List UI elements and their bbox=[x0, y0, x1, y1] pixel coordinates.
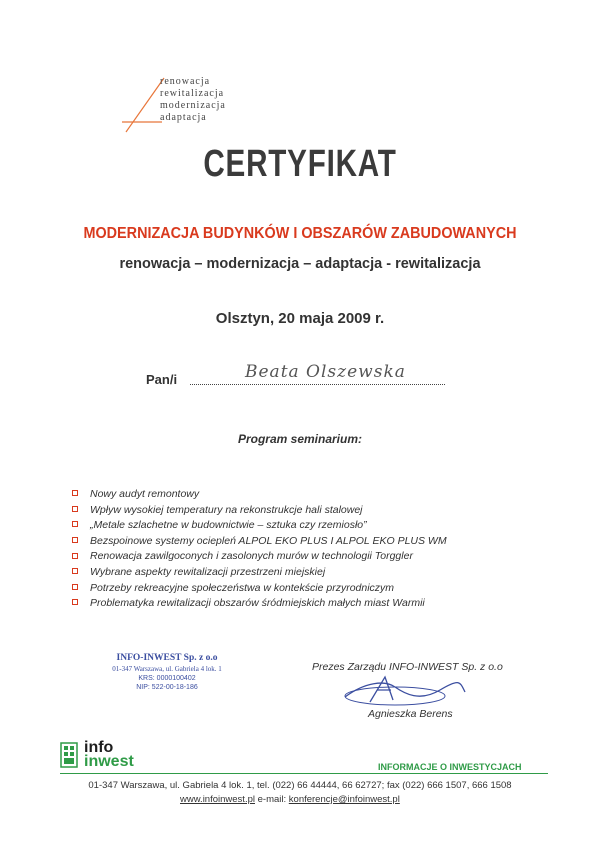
bullet-box-icon bbox=[72, 537, 78, 543]
place-date: Olsztyn, 20 maja 2009 r. bbox=[215, 310, 385, 327]
website-link[interactable]: www.infoinwest.pl bbox=[180, 794, 255, 805]
bullet-box-icon bbox=[72, 553, 78, 559]
logo-text-modernizacja: modernizacja bbox=[160, 100, 226, 111]
brand-tagline: INFORMACJE O INWESTYCJACH bbox=[378, 762, 522, 772]
list-item: Wpływ wysokiej temperatury na rekonstrukcje hali stalowej bbox=[72, 503, 447, 519]
list-item: Potrzeby rekreacyjne społeczeństwa w kontekście przyrodniczym bbox=[72, 581, 447, 597]
brand-info: info bbox=[84, 739, 114, 756]
logo-text-rewitalizacja: rewitalizacja bbox=[160, 88, 225, 99]
list-item: Nowy audyt remontowy bbox=[72, 487, 447, 503]
footer-address: 01-347 Warszawa, ul. Gabriela 4 lok. 1, tel. (022) 66 44444, 66 62727; fax (022) 666 1507, 666 1508 bbox=[88, 780, 512, 791]
logo-text-adaptacja: adaptacja bbox=[160, 112, 207, 123]
stamp-krs: KRS: 0000100402 bbox=[138, 675, 196, 682]
company-stamp bbox=[92, 653, 242, 692]
program-heading: Program seminarium: bbox=[237, 432, 363, 446]
seminar-title: MODERNIZACJA BUDYNKÓW I OBSZARÓW ZABUDOWANYCH bbox=[83, 225, 517, 242]
signer-name: Agnieszka Berens bbox=[368, 708, 453, 720]
recipient-name-handwritten: Beata Olszewska bbox=[245, 362, 406, 382]
certificate-title: CERTYFIKAT bbox=[203, 143, 397, 185]
bullet-box-icon bbox=[72, 568, 78, 574]
stamp-address: 01-347 Warszawa, ul. Gabriela 4 lok. 1 bbox=[112, 665, 222, 673]
bullet-box-icon bbox=[72, 584, 78, 590]
email-label: e-mail: bbox=[257, 794, 287, 805]
seminar-subtitle: renowacja – modernizacja – adaptacja - rewitalizacja bbox=[119, 256, 481, 272]
footer-divider bbox=[60, 773, 548, 774]
stamp-company: INFO-INWEST Sp. z o.o bbox=[116, 653, 218, 663]
list-item: Bezspoinowe systemy ociepleń ALPOL EKO PLUS I ALPOL EKO PLUS WM bbox=[72, 534, 447, 550]
bullet-box-icon bbox=[72, 521, 78, 527]
footer-contact bbox=[180, 794, 400, 805]
bullet-box-icon bbox=[72, 599, 78, 605]
signature-scribble bbox=[325, 672, 475, 712]
info-inwest-logo-icon bbox=[60, 742, 80, 770]
stamp-nip: NIP: 522-00-18-186 bbox=[136, 684, 198, 691]
list-item: Problematyka rewitalizacji obszarów śródmiejskich małych miast Warmii bbox=[72, 596, 447, 612]
recipient-label: Pan/i bbox=[146, 372, 178, 387]
bullet-box-icon bbox=[72, 490, 78, 496]
bullet-box-icon bbox=[72, 506, 78, 512]
brand-inwest: inwest bbox=[84, 753, 134, 770]
list-item: Wybrane aspekty rewitalizacji przestrzeni miejskiej bbox=[72, 565, 447, 581]
list-item: Renowacja zawilgoconych i zasolonych murów w technologii Torggler bbox=[72, 549, 447, 565]
logo-text-renowacja: renowacja bbox=[160, 76, 211, 87]
email-link[interactable]: konferencje@infoinwest.pl bbox=[288, 794, 400, 805]
program-topics-list bbox=[72, 487, 447, 612]
list-item: „Metale szlachetne w budownictwie – sztuka czy rzemiosło” bbox=[72, 518, 447, 534]
board-label: Prezes Zarządu INFO-INWEST Sp. z o.o bbox=[312, 661, 503, 673]
